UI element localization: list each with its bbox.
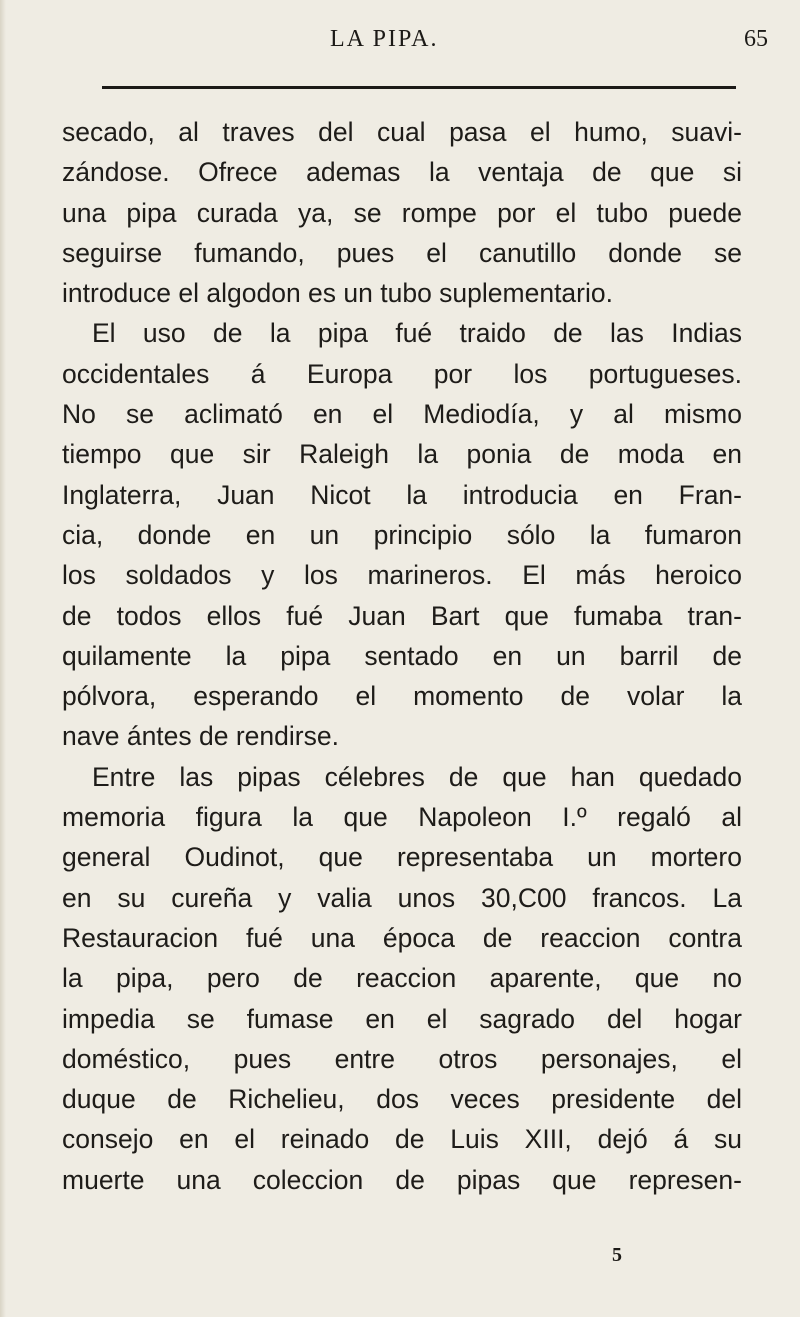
text-line: una pipa curada ya, se rompe por el tubo puede <box>62 197 742 228</box>
text-line: introduce el algodon es un tubo suplementario. <box>62 278 613 309</box>
text-line: doméstico, pues entre otros personajes, el <box>62 1043 742 1074</box>
header-rule <box>102 86 736 89</box>
text-line: Restauracion fué una época de reaccion contra <box>62 922 742 953</box>
signature-mark: 5 <box>612 1244 622 1266</box>
body-text <box>62 112 742 1200</box>
text-line: duque de Richelieu, dos veces presidente del <box>62 1084 742 1115</box>
text-line: Inglaterra, Juan Nicot la introducia en Fran- <box>62 479 742 510</box>
text-line: occidentales á Europa por los portugueses. <box>62 358 742 389</box>
text-line: consejo en el reinado de Luis XIII, dejó á su <box>62 1124 742 1155</box>
text-line: impedia se fumase en el sagrado del hogar <box>62 1003 742 1034</box>
text-line: general Oudinot, que representaba un mortero <box>62 842 742 873</box>
text-line: pólvora, esperando el momento de volar la <box>62 681 742 712</box>
text-line: seguirse fumando, pues el canutillo donde se <box>62 237 742 268</box>
paragraph-start-line: Entre las pipas célebres de que han quedado <box>92 761 742 792</box>
running-head-title: LA PIPA. <box>330 26 439 52</box>
text-line: memoria figura la que Napoleon I.º regaló al <box>62 802 742 833</box>
text-line: muerte una coleccion de pipas que represen- <box>62 1164 742 1195</box>
text-line: secado, al traves del cual pasa el humo, suavi- <box>62 117 742 147</box>
text-line: quilamente la pipa sentado en un barril de <box>62 640 742 671</box>
page-edge <box>0 0 6 1317</box>
text-line: de todos ellos fué Juan Bart que fumaba tran- <box>62 600 742 631</box>
text-line: la pipa, pero de reaccion aparente, que no <box>62 963 742 994</box>
text-line: en su cureña y valia unos 30,C00 francos. La <box>62 882 742 913</box>
paragraph-start-line: El uso de la pipa fué traido de las Indias <box>92 318 742 349</box>
running-head <box>0 26 800 56</box>
text-line: tiempo que sir Raleigh la ponia de moda en <box>62 439 742 470</box>
text-line: zándose. Ofrece ademas la ventaja de que si <box>62 157 742 188</box>
text-line: los soldados y los marineros. El más heroico <box>62 560 742 591</box>
text-line: cia, donde en un principio sólo la fumaron <box>62 519 742 550</box>
text-line: nave ántes de rendirse. <box>62 721 339 752</box>
page-number: 65 <box>744 26 768 52</box>
text-line: No se aclimató en el Mediodía, y al mismo <box>62 399 742 430</box>
